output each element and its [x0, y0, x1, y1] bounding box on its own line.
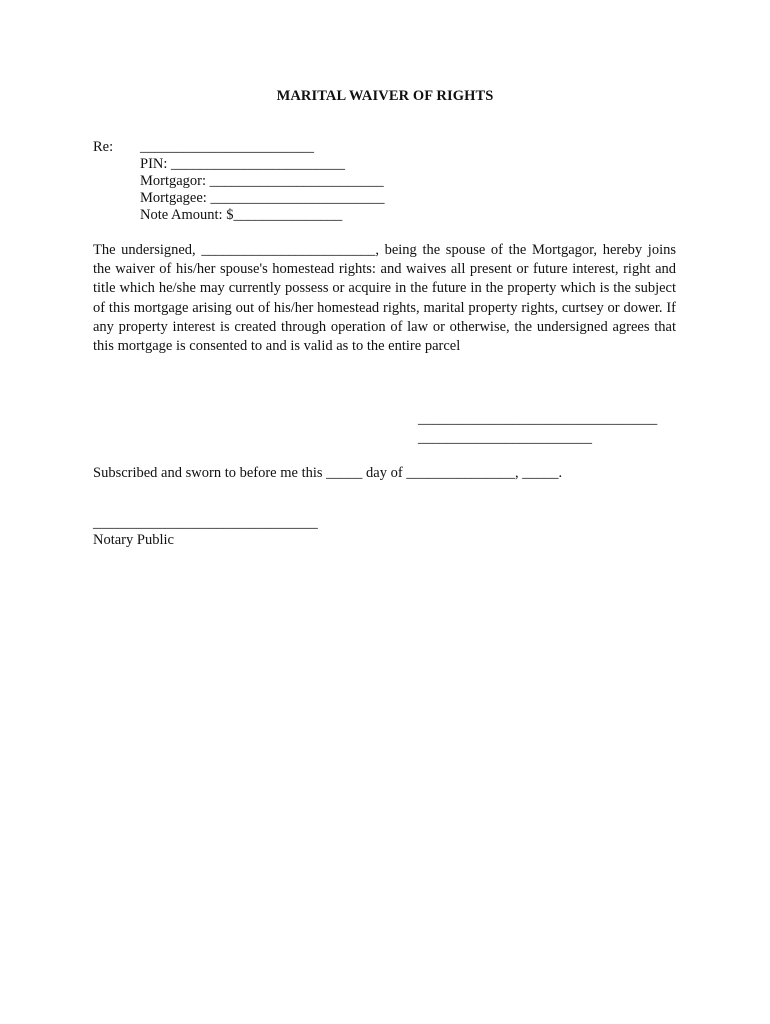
re-label: Re: [93, 139, 114, 155]
pin-field: PIN: ________________________ [140, 156, 346, 172]
notary-label: Notary Public [93, 532, 174, 548]
document-title: MARITAL WAIVER OF RIGHTS [276, 88, 494, 104]
mortgagee-field: Mortgagee: ________________________ [140, 190, 385, 206]
signature-line: _________________________________ [418, 411, 658, 427]
re-block [140, 139, 384, 224]
mortgagor-field: Mortgagor: ________________________ [140, 173, 384, 189]
signature-block [418, 410, 657, 448]
printed-name-line: ________________________ [418, 430, 592, 446]
notary-signature-line: _______________________________ [93, 515, 318, 531]
sworn-statement: Subscribed and sworn to before me this _____ day of _______________, _____. [93, 465, 563, 481]
note-amount-field: Note Amount: $_______________ [140, 207, 343, 223]
re-blank-line: ________________________ [140, 139, 314, 155]
notary-block [93, 515, 318, 549]
waiver-paragraph: The undersigned, ________________________, being the spouse of the Mortgagor, hereby joins the waiver of his/her spouse's homestead rights: and waives all present or future interest, right and title which he/she may currently possess or acquire in the future in the property which is the subject of this mortgage arising out of his/her homestead rights, marital property rights, curtsey or dower. If any property interest is created through operation of law or otherwise, the undersigned agrees that this mortgage is consented to and is valid as to the entire parcel [93, 242, 676, 355]
